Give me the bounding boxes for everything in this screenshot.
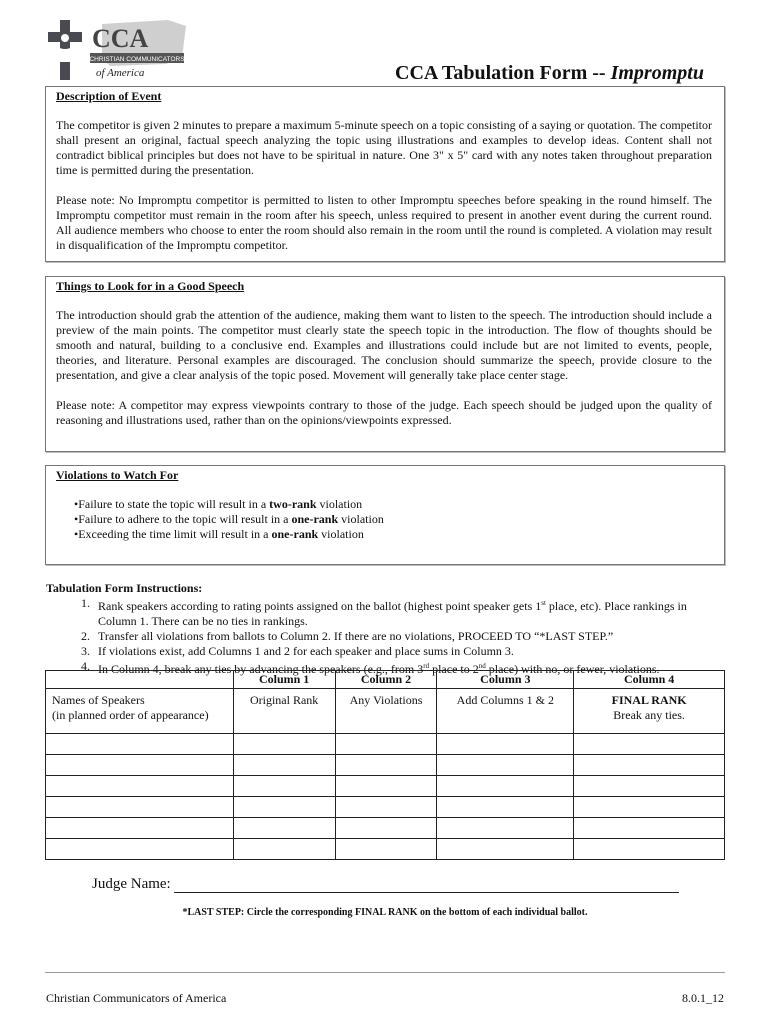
- sum-cell[interactable]: [437, 776, 574, 797]
- speaker-name-cell[interactable]: [46, 776, 234, 797]
- sum-cell[interactable]: [437, 839, 574, 860]
- rank-cell[interactable]: [233, 776, 335, 797]
- table-subheader-row: [46, 689, 725, 734]
- table-row: [46, 755, 725, 776]
- rank-cell[interactable]: [233, 755, 335, 776]
- rank-cell[interactable]: [233, 734, 335, 755]
- instruction-step: 4. In Column 4, break any ties by advancing the speakers (e.g., from 3rd place to 2nd place) with no, or fewer, violations.: [81, 659, 660, 676]
- good-speech-heading: Things to Look for in a Good Speech: [56, 279, 245, 293]
- sum-cell[interactable]: [437, 818, 574, 839]
- names-header: Names of Speakers (in planned order of appearance): [46, 689, 234, 734]
- column-header: Column 1: [233, 671, 335, 689]
- instruction-step: 3. If violations exist, add Columns 1 and 2 for each speaker and place sums in Column 3.: [81, 644, 514, 658]
- judge-name-line[interactable]: [174, 878, 679, 893]
- description-paragraph-1: The competitor is given 2 minutes to prepare a maximum 5-minute speech on a topic consisting of a saying or quotation. The competitor shall present an original, factual speech analyzing the topic using illustrations and examples to develop ideas. Content shall not contradict biblical principles but does not have to be spiritual in nature. One 3" x 5" card with any notes taken throughout preparation time is permitted during the presentation.: [56, 118, 712, 177]
- final-rank-cell[interactable]: [574, 734, 725, 755]
- violations-cell[interactable]: [335, 818, 437, 839]
- description-paragraph-2: Please note: No Impromptu competitor is permitted to listen to other Impromptu speeches before speaking in the round himself. The Impromptu competitor must remain in the room after his speech, unless required to present in another event during the current round. All audience members who choose to enter the room should also remain in the room until the round is completed. A violation may result in disqualification of the Impromptu competitor.: [56, 193, 712, 252]
- logo-tagline: of America: [96, 67, 145, 79]
- footer-version: 8.0.1_12: [682, 991, 724, 1005]
- column-header: [46, 671, 234, 689]
- sum-cell[interactable]: [437, 755, 574, 776]
- column-header: Column 4: [574, 671, 725, 689]
- column-header: Column 2: [335, 671, 437, 689]
- table-row: [46, 839, 725, 860]
- violations-cell[interactable]: [335, 734, 437, 755]
- final-rank-cell[interactable]: [574, 839, 725, 860]
- violations-box: [45, 465, 725, 565]
- good-speech-paragraph-1: The introduction should grab the attention of the audience, making them want to listen to the speech. The introduction should include a preview of the main points. The competitor must clearly state the speech topic in the introduction. The flow of thoughts should be smooth and natural, building to a conclusive end. Examples and illustrations could include but are not limited to events, people, theories, and literature. Personal examples are discouraged. The conclusion should summarize the speech, provide closure to the presentation, and give a clear analysis of the topic posed. Movement will generally take place center stage.: [56, 308, 712, 382]
- column-header: Column 3: [437, 671, 574, 689]
- final-rank-cell[interactable]: [574, 776, 725, 797]
- violations-list: [74, 497, 384, 542]
- table-row: [46, 797, 725, 818]
- page-title: [395, 62, 704, 85]
- violations-cell[interactable]: [335, 797, 437, 818]
- final-rank-header: FINAL RANK Break any ties.: [574, 689, 725, 734]
- rank-cell[interactable]: [233, 797, 335, 818]
- description-box: [45, 86, 725, 262]
- speaker-name-cell[interactable]: [46, 797, 234, 818]
- violations-header: Any Violations: [335, 689, 437, 734]
- violations-heading: Violations to Watch For: [56, 468, 179, 482]
- speaker-name-cell[interactable]: [46, 818, 234, 839]
- instruction-step: 1. Rank speakers according to rating points assigned on the ballot (highest point speaker gets 1st place, etc). Place rankings in Column 1. There can be no ties in rankings.: [81, 596, 687, 628]
- violations-cell[interactable]: [335, 839, 437, 860]
- footer-organization: Christian Communicators of America: [46, 991, 227, 1005]
- table-header-row: [46, 671, 725, 689]
- judge-name-label: Judge Name:: [92, 876, 171, 892]
- table-row: [46, 734, 725, 755]
- sum-cell[interactable]: [437, 734, 574, 755]
- title-event: Impromptu: [610, 62, 704, 84]
- speaker-name-cell[interactable]: [46, 755, 234, 776]
- tabulation-table: [45, 670, 725, 860]
- cca-logo: [46, 18, 196, 82]
- last-step-note: *LAST STEP: Circle the corresponding FINAL RANK on the bottom of each individual ballot.: [182, 907, 588, 918]
- instructions-heading: Tabulation Form Instructions:: [46, 581, 203, 595]
- rank-cell[interactable]: [233, 839, 335, 860]
- violation-item: •Failure to state the topic will result in a two-rank violation: [74, 497, 363, 511]
- footer-divider: [45, 972, 725, 973]
- original-rank-header: Original Rank: [233, 689, 335, 734]
- logo-acronym: CCA: [92, 24, 149, 53]
- table-row: [46, 818, 725, 839]
- final-rank-cell[interactable]: [574, 818, 725, 839]
- good-speech-box: [45, 276, 725, 452]
- good-speech-paragraph-2: Please note: A competitor may express viewpoints contrary to those of the judge. Each speech should be judged upon the quality of reasoning and illustrations used, rather than on the opinions/viewpoints expressed.: [56, 398, 712, 427]
- instructions-list: [46, 596, 726, 677]
- rank-cell[interactable]: [233, 818, 335, 839]
- judge-name-field: [92, 876, 679, 893]
- final-rank-cell[interactable]: [574, 797, 725, 818]
- logo-banner: CHRISTIAN COMMUNICATORS: [89, 56, 185, 63]
- violation-item: •Failure to adhere to the topic will result in a one-rank violation: [74, 512, 384, 526]
- violations-cell[interactable]: [335, 755, 437, 776]
- speaker-name-cell[interactable]: [46, 839, 234, 860]
- sum-cell[interactable]: [437, 797, 574, 818]
- violations-cell[interactable]: [335, 776, 437, 797]
- description-heading: Description of Event: [56, 89, 162, 103]
- title-main: CCA Tabulation Form --: [395, 62, 611, 84]
- speaker-name-cell[interactable]: [46, 734, 234, 755]
- final-rank-cell[interactable]: [574, 755, 725, 776]
- sum-header: Add Columns 1 & 2: [437, 689, 574, 734]
- table-row: [46, 776, 725, 797]
- violation-item: •Exceeding the time limit will result in a one-rank violation: [74, 527, 364, 541]
- cross-logo-icon: [46, 18, 196, 82]
- instruction-step: 2. Transfer all violations from ballots to Column 2. If there are no violations, PROCEED TO “*LAST STEP.”: [81, 629, 614, 643]
